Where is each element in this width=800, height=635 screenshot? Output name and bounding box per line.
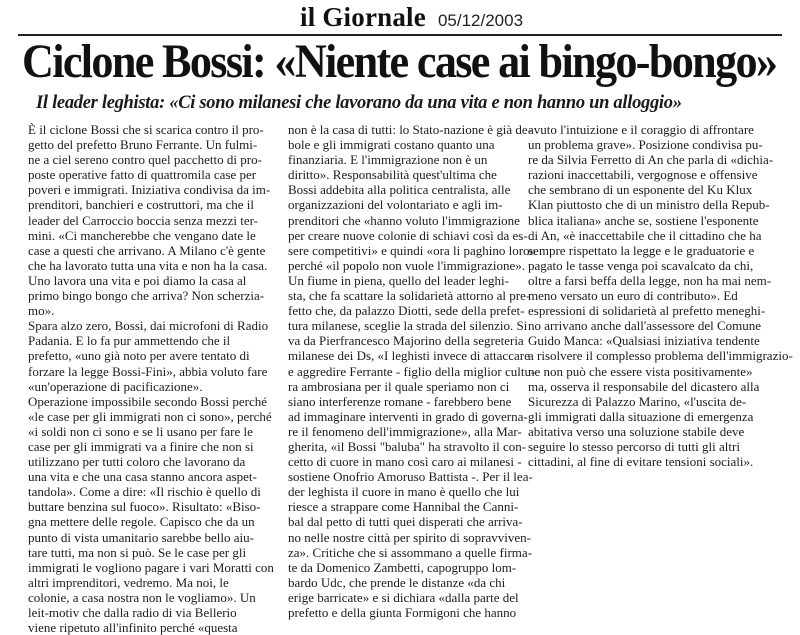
newspaper-name: il Giornale — [300, 2, 426, 32]
article-text-line: abitativa verso una soluzione stabile deve — [528, 423, 745, 439]
article-text-line: no nelle nostre città per spirito di sopravviven- — [288, 529, 531, 545]
article-text-line: avuto l'intuizione e il coraggio di affrontare — [528, 122, 754, 137]
article-text-line: getto del prefetto Bruno Ferrante. Un fulmi- — [28, 137, 258, 153]
article-text-line: a risolvere il complesso problema dell'immigrazio- — [528, 348, 793, 364]
article-text-line: Sicurezza di Palazzo Marino, «l'uscita de- — [528, 393, 747, 409]
article-text-line: prefetto, «uno già noto per avere tentato di — [28, 348, 250, 364]
article-text-line: ra ambrosiana per il quale speriamo non ci — [288, 378, 510, 394]
article-text-line: siano interferenze romane - farebbero bene — [288, 393, 512, 409]
article-headline: Ciclone Bossi: «Niente case ai bingo-bongo» — [22, 35, 777, 88]
article-text-line: tare tutti, ma non si può. Se le case per gli — [28, 544, 247, 560]
article-text-line: case per gli immigrati va a finire che non si — [28, 438, 254, 454]
article-text-line: mo». — [28, 303, 55, 319]
article-text-line: der leghista il cuore in mano è quello che lui — [288, 484, 520, 500]
article-text-line: punto di vista umanitario sarebbe bello aiu- — [28, 529, 254, 545]
article-text-line: case a questi che arrivano. A Milano c'è gente — [28, 242, 266, 258]
article-text-line: sta, che fa scattare la solidarietà attorno al pre- — [288, 288, 531, 304]
article-text-line: blica italiana» anche se, sostiene l'esponente — [528, 212, 759, 228]
article-text-line: bole e gli immigrati costano quanto una — [288, 137, 495, 153]
article-text-line: organizzazioni del volontariato e agli im- — [288, 197, 503, 213]
article-text-line: oltre a farsi beffa della legge, non ha mai nem- — [528, 272, 772, 288]
article-text-line: colonie, a casa nostra non le vogliamo». Un — [28, 589, 256, 605]
article-text-line: forzare la legge Bossi-Fini», abbia voluto fare — [28, 363, 268, 379]
article-text-line: immigrati le vogliono pagare i vari Moratti con — [28, 559, 274, 575]
article-text-line: ad immaginare interventi in grado di governa- — [288, 408, 528, 424]
article-text-line: sere competitivi» e quindi «ora li paghino loro» — [288, 242, 537, 258]
article-text-line: cittadini, al fine di evitare tensioni sociali». — [528, 454, 754, 470]
article-text-line: prenditori che «hanno voluto l'immigrazione — [288, 212, 520, 228]
article-text-line: cetto di cuore in mano così caro ai milanesi - — [288, 454, 522, 470]
article-text-line: te da Domenico Zambetti, capogruppo lom- — [288, 559, 517, 575]
article-text-line: razioni inaccettabili, vergognose e offensive — [528, 167, 758, 183]
article-text-line: Spara alzo zero, Bossi, dai microfoni di Radio — [28, 318, 269, 334]
article-text-line: riesce a strappare come Hannibal the Canni- — [288, 499, 519, 515]
article-text-line: altri imprenditori, vedremo. Ma noi, le — [28, 574, 229, 590]
article-text-line: seguire lo stesso percorso di tutti gli altri — [528, 438, 740, 454]
article-text-line: Operazione impossibile secondo Bossi perché — [28, 393, 267, 409]
article-text-line: un problema grave». Posizione condivisa pu- — [528, 137, 763, 153]
article-text-line: re il fenomeno dell'immigrazione», alla Mar- — [288, 423, 522, 439]
article-text-line: leit-motiv che dalla radio di via Bellerio — [28, 605, 237, 620]
article-text-line: mini. «Ci mancherebbe che vengano date le — [28, 227, 256, 243]
article-column-1 — [28, 122, 290, 635]
article-text-line: no arrivano anche dall'assessore del Comune — [528, 318, 762, 334]
article-text-line: fetto che, da palazzo Diotti, sede della prefet- — [288, 303, 525, 319]
article-text-line: di An, «è inaccettabile che il cittadino che ha — [528, 227, 762, 243]
article-text-line: e aggredire Ferrante - figlio della miglior cultu- — [288, 363, 536, 379]
article-text-line: prefetto e della giunta Formigoni che hanno — [288, 605, 517, 620]
article-text-line: diritto». Responsabilità quest'ultima che — [288, 167, 497, 183]
article-text-line: bardo Udc, che prende le distanze «da chi — [288, 574, 506, 590]
article-text-line: meno versato un euro di contributo». Ed — [528, 288, 738, 304]
article-text-line: Guido Manca: «Qualsiasi iniziativa tendente — [528, 333, 760, 349]
article-text-line: tura milanese, sceglie la strada del silenzio. Si — [288, 318, 528, 334]
article-text-line: per creare nuove colonie di schiavi così da es- — [288, 227, 528, 243]
article-text-line: Padania. E lo fa pur ammettendo che il — [28, 333, 231, 349]
article-text-line: non è la casa di tutti: lo Stato-nazione è già de- — [288, 122, 533, 137]
article-text-line: prenditori, banchieri e costruttori, ma che il — [28, 197, 254, 213]
article-text-line: buttare benzina sul fuoco». Risultato: «Biso- — [28, 499, 261, 515]
article-text-line: Uno lavora una vita e poi diamo la casa al — [28, 272, 247, 288]
article-text-line: bal dal petto di tutti quei disperati che arriva- — [288, 514, 523, 530]
article-text-line: gli immigrati dalla situazione di emergenza — [528, 408, 754, 424]
masthead — [300, 2, 523, 32]
article-text-line: «le case per gli immigrati non ci sono», perché — [28, 408, 272, 424]
article-text-line: gherita, «il Bossi "baluba" ha stravolto il con- — [288, 438, 527, 454]
article-text-line: pagato le tasse venga poi scavalcato da chi, — [528, 257, 754, 273]
article-text-line: perché «il popolo non vuole l'immigrazione». — [288, 257, 526, 273]
article-text-line: sempre rispettato la legge e le graduatorie e — [528, 242, 755, 258]
article-text-line: tandola». Come a dire: «Il rischio è quello di — [28, 484, 261, 500]
article-text-line: milanese dei Ds, «I leghisti invece di attaccare — [288, 348, 530, 364]
article-text-line: sostiene Onofrio Amoruso Battista -. Per il lea- — [288, 469, 533, 485]
article-text-line: va da Pierfrancesco Majorino della segreteria — [288, 333, 524, 349]
article-text-line: ma, osserva il responsabile del dicastero alla — [528, 378, 760, 394]
publication-date: 05/12/2003 — [437, 11, 524, 30]
article-text-line: za». Critiche che si assommano a quelle firma- — [288, 544, 533, 560]
article-text-line: che sembrano di un esponente del Ku Klux — [528, 182, 753, 198]
article-text-line: poveri e immigrati. Iniziativa condivisa da im- — [28, 182, 271, 198]
article-text-line: Klan piuttosto che di un ministro della Repub- — [528, 197, 770, 213]
article-text-line: «i soldi non ci sono e se li usano per fare le — [28, 423, 253, 439]
article-text-line: Bossi addebita alla politica centralista, alle — [288, 182, 511, 198]
article-text-line: poste operative fatto di quattromila case per — [28, 167, 257, 183]
article-text-line: re da Silvia Ferretto di An che parla di «dichia- — [528, 152, 774, 168]
article-text-line: ne non può che essere vista positivamente» — [528, 363, 753, 379]
article-text-line: «un'operazione di pacificazione». — [28, 378, 203, 394]
article-text-line: È il ciclone Bossi che si scarica contro il pro- — [28, 122, 264, 137]
article-text-line: viene ripetuto all'infinito perché «questa — [28, 620, 238, 635]
article-text-line: espressioni di solidarietà al prefetto meneghi- — [528, 303, 766, 319]
article-subheadline: Il leader leghista: «Ci sono milanesi che lavorano da una vita e non hanno un alloggio» — [36, 93, 682, 113]
article-text-line: primo bingo bongo che arriva? Non scherzia- — [28, 288, 265, 304]
article-text-line: finanziaria. E l'immigrazione non è un — [288, 152, 488, 168]
article-text-line: erige barricate» e si dichiara «dalla parte del — [288, 589, 519, 605]
article-text-line: utilizzano per tutti coloro che lavorano da — [28, 454, 246, 470]
article-text-line: gna mettere delle regole. Capisco che da un — [28, 514, 255, 530]
article-column-3 — [528, 122, 798, 588]
article-column-2 — [288, 122, 537, 620]
article-text-line: Un fiume in piena, quello del leader leghi- — [288, 272, 509, 288]
article-text-line: ne a ciel sereno contro quel pacchetto di pro- — [28, 152, 262, 168]
article-text-line: che ha lavorato tutta una vita e non ha la casa. — [28, 257, 268, 273]
article-text-line: una vita e che una casa stanno ancora aspet- — [28, 469, 257, 485]
article-text-line: leader del Carroccio boccia senza mezzi ter- — [28, 212, 258, 228]
